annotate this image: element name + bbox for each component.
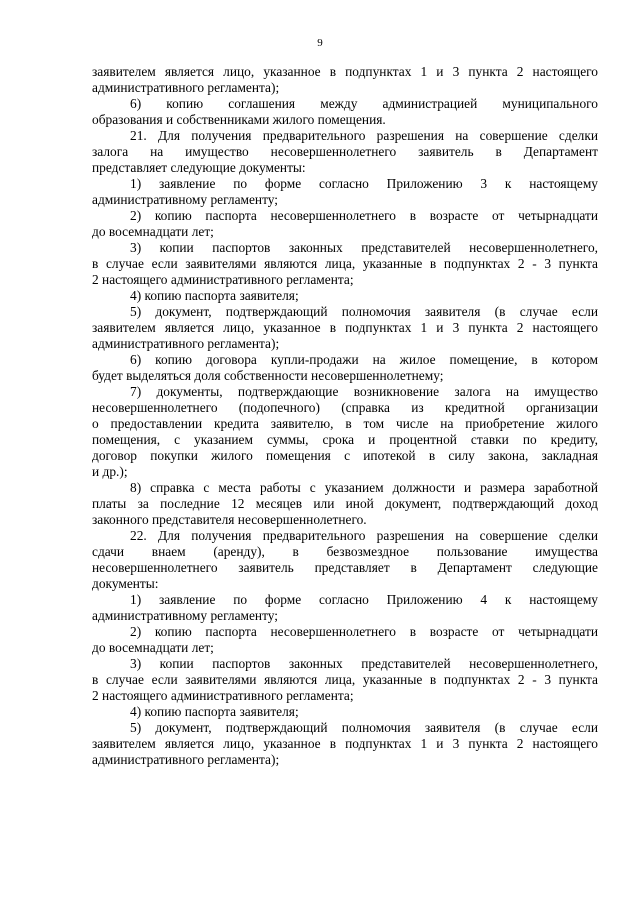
text-line: 21. Для получения предварительного разрешения на совершение сделки [130, 128, 598, 143]
text-line: образования и собственниками жилого помещения. [92, 112, 386, 127]
text-line: помещения, с указанием суммы, срока и процентной ставки по кредиту, [92, 432, 598, 447]
text-line: административному регламенту; [92, 192, 279, 207]
text-line: 2) копию паспорта несовершеннолетнего в возрасте от четырнадцати [130, 208, 598, 223]
text-line: несовершеннолетнего (подопечного) (справка из кредитной организации [92, 400, 598, 415]
text-line: 2 настоящего административного регламента; [92, 272, 354, 287]
text-line: административного регламента); [92, 752, 280, 767]
text-line: сдачи внаем (аренду), в безвозмездное пользование имущества [92, 544, 598, 559]
text-line: 3) копии паспортов законных представителей несовершеннолетнего, [130, 656, 598, 671]
text-line: заявителем является лицо, указанное в подпунктах 1 и 3 пункта 2 настоящего [92, 320, 598, 335]
text-line: 4) копию паспорта заявителя; [130, 288, 299, 303]
text-line: законного представителя несовершеннолетнего. [92, 512, 367, 527]
text-line: 22. Для получения предварительного разрешения на совершение сделки [130, 528, 598, 543]
text-line: 1) заявление по форме согласно Приложению 4 к настоящему [130, 592, 598, 607]
text-line: документы: [92, 576, 159, 591]
text-line: 5) документ, подтверждающий полномочия заявителя (в случае если [130, 720, 598, 735]
page-number: 9 [317, 37, 323, 49]
text-line: несовершеннолетнего заявитель представляет в Департамент следующие [92, 560, 598, 575]
text-line: до восемнадцати лет; [92, 640, 214, 655]
text-line: 1) заявление по форме согласно Приложению 3 к настоящему [130, 176, 598, 191]
text-line: 8) справка с места работы с указанием должности и размера заработной [130, 480, 598, 495]
text-line: административного регламента); [92, 336, 280, 351]
text-line: 6) копию соглашения между администрацией муниципального [130, 96, 598, 111]
text-line: заявителем является лицо, указанное в подпунктах 1 и 3 пункта 2 настоящего [92, 736, 598, 751]
text-line: в случае если заявителями являются лица, указанные в подпунктах 2 - 3 пункта [92, 672, 598, 687]
text-line: 2) копию паспорта несовершеннолетнего в возрасте от четырнадцати [130, 624, 598, 639]
text-line: 5) документ, подтверждающий полномочия заявителя (в случае если [130, 304, 598, 319]
text-line: залога на имущество несовершеннолетнего заявитель в Департамент [92, 144, 598, 159]
text-line: платы за последние 12 месяцев или иной документ, подтверждающий доход [92, 496, 598, 511]
text-line: административному регламенту; [92, 608, 279, 623]
text-line: о предоставлении кредита заявителю, в том числе на приобретение жилого [92, 416, 598, 431]
text-line: 3) копии паспортов законных представителей несовершеннолетнего, [130, 240, 598, 255]
text-line: и др.); [92, 464, 128, 479]
text-line: в случае если заявителями являются лица, указанные в подпунктах 2 - 3 пункта [92, 256, 598, 271]
text-line: 7) документы, подтверждающие возникновение залога на имущество [130, 384, 598, 399]
text-line: заявителем является лицо, указанное в подпунктах 1 и 3 пункта 2 настоящего [92, 64, 598, 79]
text-line: 6) копию договора купли-продажи на жилое помещение, в котором [130, 352, 598, 367]
text-line: договор покупки жилого помещения с ипотекой в силу закона, закладная [92, 448, 598, 463]
text-line: административного регламента); [92, 80, 280, 95]
text-line: представляет следующие документы: [92, 160, 306, 175]
text-line: 2 настоящего административного регламента; [92, 688, 354, 703]
text-line: 4) копию паспорта заявителя; [130, 704, 299, 719]
text-line: до восемнадцати лет; [92, 224, 214, 239]
text-line: будет выделяться доля собственности несовершеннолетнему; [92, 368, 444, 383]
document-body [92, 64, 598, 768]
